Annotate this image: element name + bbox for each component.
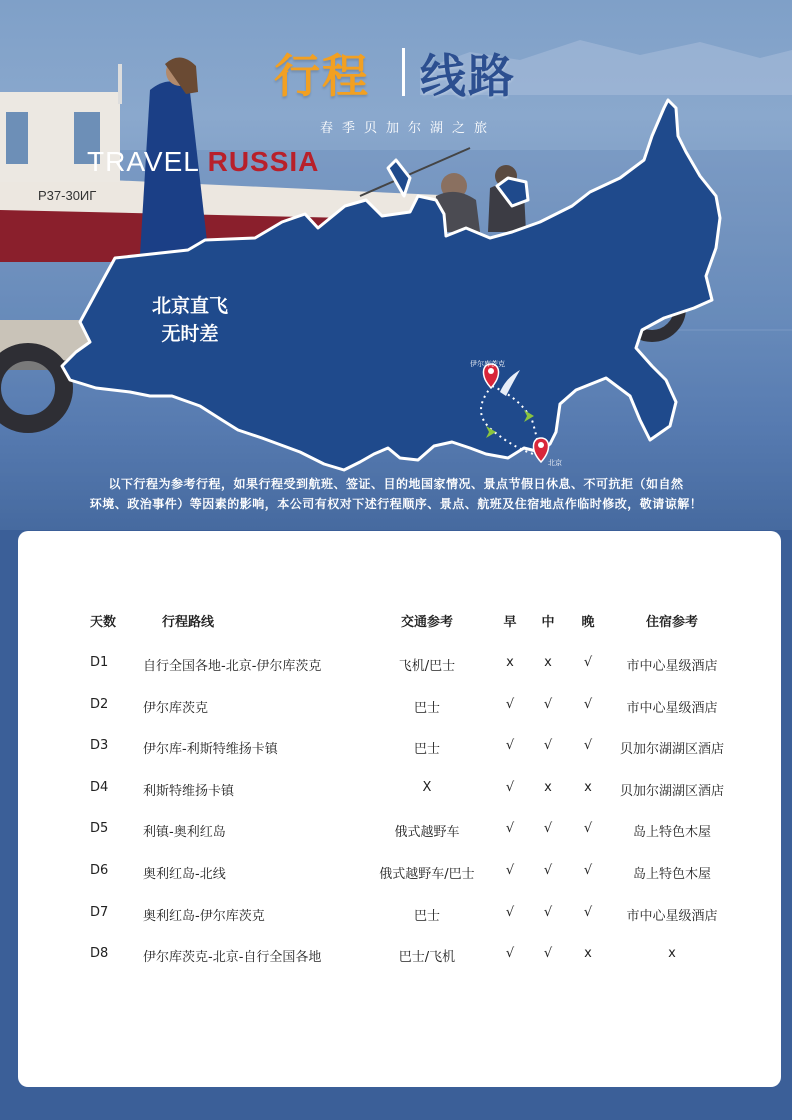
row-route: 利斯特维扬卡镇 (143, 783, 235, 799)
row-dinner: √ (583, 821, 593, 837)
row-transport: 巴士 (413, 700, 440, 716)
city-beijing-label: 北京 (548, 459, 562, 467)
hero-banner (0, 0, 792, 530)
header-dinner: 晚 (581, 615, 595, 630)
row-day: D4 (90, 779, 109, 795)
main-title (250, 40, 550, 110)
row-route: 伊尔库茨克-北京-自行全国各地 (143, 950, 322, 966)
row-route: 伊尔库-利斯特维扬卡镇 (143, 742, 278, 758)
row-dinner: √ (583, 655, 593, 670)
row-transport: 俄式越野车 (394, 825, 460, 841)
row-breakfast: √ (505, 946, 515, 962)
row-day: D7 (90, 904, 109, 920)
row-dinner: √ (583, 904, 593, 920)
row-transport: X (422, 779, 432, 795)
row-route: 奥利红岛-北线 (143, 867, 226, 882)
row-dinner: √ (583, 696, 593, 712)
row-dinner: x (584, 779, 592, 795)
header-day: 天数 (90, 615, 117, 630)
travel-russia-heading (87, 146, 319, 178)
header-lunch: 中 (541, 615, 555, 630)
row-breakfast: √ (505, 738, 515, 754)
row-hotel: 岛上特色木屋 (632, 825, 711, 841)
travel-word: TRAVEL (87, 146, 199, 177)
row-route: 利镇-奥利红岛 (143, 825, 226, 841)
row-breakfast: x (506, 655, 514, 670)
row-hotel: x (668, 946, 676, 962)
map-label-line1: 北京直飞 (151, 295, 228, 317)
row-lunch: √ (543, 696, 553, 712)
row-dinner: √ (583, 863, 593, 878)
row-hotel: 市中心星级酒店 (626, 659, 718, 674)
row-breakfast: √ (505, 696, 515, 712)
row-hotel: 贝加尔湖湖区酒店 (619, 742, 724, 758)
row-day: D8 (90, 946, 109, 962)
row-route: 伊尔库茨克 (143, 700, 209, 716)
notice-line2: 环境、政治事件）等因素的影响，本公司有权对下述行程顺序、景点、航班及住宿地点作临时修改，敬请谅解！ (89, 497, 703, 511)
title-divider (402, 48, 405, 96)
row-transport: 巴士 (413, 908, 440, 924)
row-hotel: 贝加尔湖湖区酒店 (619, 783, 724, 799)
notice-line1: 以下行程为参考行程，如果行程受到航班、签证、目的地国家情况、景点节假日休息、不可抗拒（如自然 (108, 477, 684, 491)
row-breakfast: √ (505, 821, 515, 837)
map-label (130, 292, 250, 348)
row-breakfast: √ (505, 904, 515, 920)
boat-plate: P37-30ИГ (38, 188, 97, 203)
row-lunch: √ (543, 946, 553, 962)
row-transport: 巴士 (413, 742, 440, 758)
title-right: 线路 (420, 49, 516, 103)
row-day: D6 (90, 863, 109, 878)
row-lunch: √ (543, 904, 553, 920)
row-lunch: √ (543, 821, 553, 837)
russia-word: RUSSIA (207, 146, 320, 177)
row-hotel: 市中心星级酒店 (626, 908, 718, 924)
header-hotel: 住宿参考 (645, 615, 698, 630)
header-route: 行程路线 (162, 615, 215, 630)
row-transport: 巴士/飞机 (398, 950, 456, 966)
city-irkutsk-label: 伊尔库茨克 (470, 360, 505, 368)
row-hotel: 市中心星级酒店 (626, 700, 718, 716)
row-transport: 飞机/巴士 (398, 659, 456, 674)
row-hotel: 岛上特色木屋 (632, 867, 711, 882)
row-transport: 俄式越野车/巴士 (379, 867, 475, 882)
row-breakfast: √ (505, 779, 515, 795)
row-day: D2 (90, 696, 109, 712)
title-left: 行程 (274, 49, 370, 103)
row-route: 奥利红岛-伊尔库茨克 (143, 908, 265, 924)
row-day: D3 (90, 738, 109, 754)
subtitle: 春季贝加尔湖之旅 (319, 121, 496, 136)
itinerary-card (18, 531, 781, 1087)
row-day: D5 (90, 821, 109, 837)
row-dinner: √ (583, 738, 593, 754)
header-breakfast: 早 (503, 615, 517, 630)
map-label-line2: 无时差 (161, 323, 219, 345)
row-lunch: √ (543, 738, 553, 754)
row-route: 自行全国各地-北京-伊尔库茨克 (143, 659, 322, 674)
row-lunch: x (544, 655, 552, 670)
notice-text (30, 474, 762, 514)
row-lunch: x (544, 779, 552, 795)
row-breakfast: √ (505, 863, 515, 878)
row-dinner: x (584, 946, 592, 962)
header-transport: 交通参考 (400, 615, 453, 630)
row-lunch: √ (543, 863, 553, 878)
row-day: D1 (90, 655, 109, 670)
